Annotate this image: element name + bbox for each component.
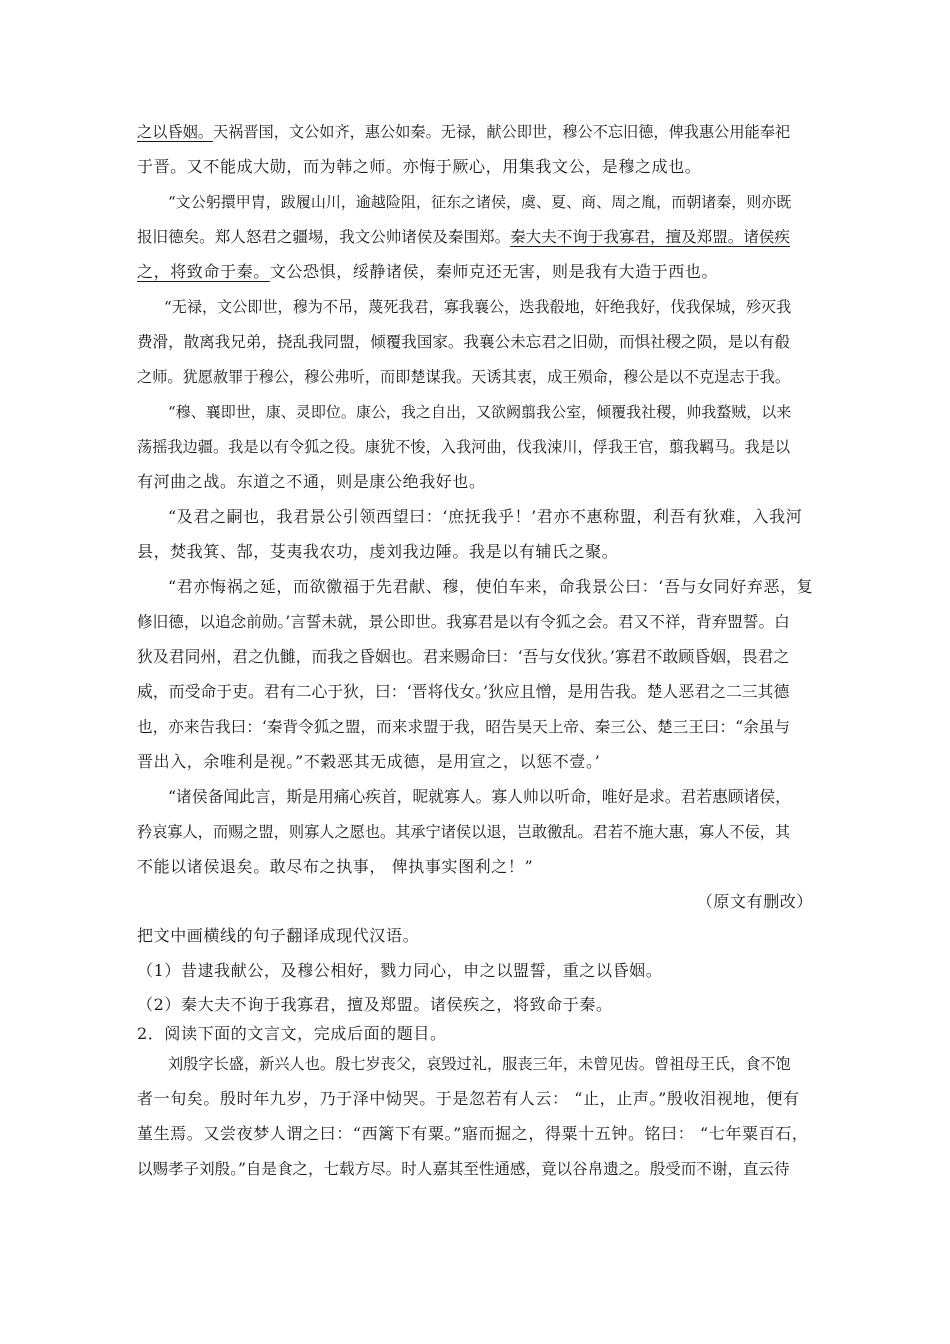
underlined-sentence: 之以昏姻。 (137, 123, 213, 141)
passage-line: “穆、襄即世，康、灵即位。康公，我之自出，又欲阙翦我公室，倾覆我社稷，帅我蝥贼，以来 (168, 403, 792, 421)
underlined-sentence: 之，将致命于秦。 (137, 262, 270, 281)
passage-line: “无禄，文公即世，穆为不吊，蔑死我君，寡我襄公，迭我殽地，奸绝我好，伐我保城，殄灭我 (164, 298, 792, 316)
passage-line: “文公躬擐甲胄，跋履山川，逾越险阻，征东之诸侯，虞、夏、商、周之胤，而朝诸秦，则亦既 (168, 193, 792, 211)
source-note: （原文有删改） (696, 892, 813, 911)
passage-line: 于晋。又不能成大勋，而为韩之师。亦悔于厥心，用集我文公，是穆之成也。 (137, 157, 702, 176)
passage-line: 者一旬矣。殷时年九岁，乃于泽中恸哭。于是忽若有人云： “止，止声。”殷收泪视地，便有 (137, 1089, 800, 1108)
passage-line: 刘殷字长盛，新兴人也。殷七岁丧父，哀毁过礼，服丧三年，未曾见齿。曾祖母王氏，食不饱 (168, 1055, 791, 1073)
passage-line: 之师。犹愿赦罪于穆公，穆公弗听，而即楚谋我。天诱其衷，成王殒命，穆公是以不克逞志于我。 (137, 368, 791, 386)
passage-line: “君亦悔祸之延，而欲徼福于先君献、穆，使伯车来，命我景公曰：‘吾与女同好弃恶，复 (168, 577, 814, 596)
passage-line: 狄及君同州，君之仇雠，而我之昏姻也。君来赐命曰：‘吾与女伐狄。’寡君不敢顾昏姻，畏君之 (137, 647, 790, 666)
passage-line: 以赐孝子刘殷。”自是食之，七载方尽。时人嘉其至性通感，竟以谷帛遗之。殷受而不谢，直云待 (137, 1160, 790, 1178)
passage-line: 之以昏姻。天祸晋国，文公如齐，惠公如秦。无禄，献公即世，穆公不忘旧德，俾我惠公用能奉祀 (137, 123, 791, 141)
passage-line: 县，焚我箕、郜，芟夷我农功，虔刘我边陲。我是以有辅氏之聚。 (137, 542, 619, 561)
passage-line: 荡摇我边疆。我是以有令狐之役。康犹不悛，入我河曲，伐我涑川，俘我王官，翦我羁马。我是以 (137, 438, 791, 456)
passage-line: 之，将致命于秦。文公恐惧，绥静诸侯，秦师克还无害，则是我有大造于西也。 (137, 262, 719, 281)
passage-line: 也，亦来告我曰：‘秦背令狐之盟，而来求盟于我，昭告昊天上帝、秦三公、楚三王曰：“余虽与 (137, 718, 790, 736)
passage-line: 晋出入，余唯利是视。”不穀恶其无成德，是用宣之，以惩不壹。’ (137, 752, 601, 771)
question-item: （1）昔逮我献公，及穆公相好，戮力同心，申之以盟誓，重之以昏姻。 (137, 961, 663, 980)
passage-line: “及君之嗣也，我君景公引领西望曰：‘庶抚我乎！’君亦不惠称盟，利吾有狄难，入我河 (168, 507, 803, 526)
question-prompt: 把文中画横线的句子翻译成现代汉语。 (137, 926, 420, 945)
passage-line: 不能以诸侯退矣。敢尽布之执事， 俾执事实图利之！” (137, 857, 534, 876)
passage-line: 报旧德矣。郑人怒君之疆埸，我文公帅诸侯及秦围郑。秦大夫不询于我寡君，擅及郑盟。诸侯疾 (137, 228, 790, 246)
passage-line: 威，而受命于吏。君有二心于狄，曰：‘晋将伐女。’狄应且憎，是用告我。楚人恶君之二三其德 (137, 682, 790, 701)
underlined-sentence: 秦大夫不询于我寡君，擅及郑盟。诸侯疾 (510, 228, 790, 246)
passage-line: 修旧德，以追念前勋。’言誓未就，景公即世。我寡君是以有令狐之会。君又不祥，背弃盟誓。白 (137, 613, 790, 631)
passage-line: 费滑，散离我兄弟，挠乱我同盟，倾覆我国家。我襄公未忘君之旧勋，而惧社稷之陨，是以有殽 (137, 333, 790, 351)
question-item: （2）秦大夫不询于我寡君，擅及郑盟。诸侯疾之，将致命于秦。 (137, 995, 613, 1014)
passage-line: 矜哀寡人，而赐之盟，则寡人之愿也。其承宁诸侯以退，岂敢徼乱。君若不施大惠，寡人不佞，其 (137, 823, 791, 841)
passage-line: “诸侯备闻此言，斯是用痛心疾首，昵就寡人。寡人帅以听命，唯好是求。君若惠顾诸侯， (168, 787, 791, 806)
passage-line: 有河曲之战。东道之不通，则是康公绝我好也。 (137, 472, 486, 491)
passage-line: 堇生焉。又尝夜梦人谓之曰：“西篱下有粟。”寤而掘之，得粟十五钟。铭曰： “七年粟百石， (137, 1124, 809, 1143)
question-heading: 2．阅读下面的文言文，完成后面的题目。 (137, 1024, 447, 1043)
